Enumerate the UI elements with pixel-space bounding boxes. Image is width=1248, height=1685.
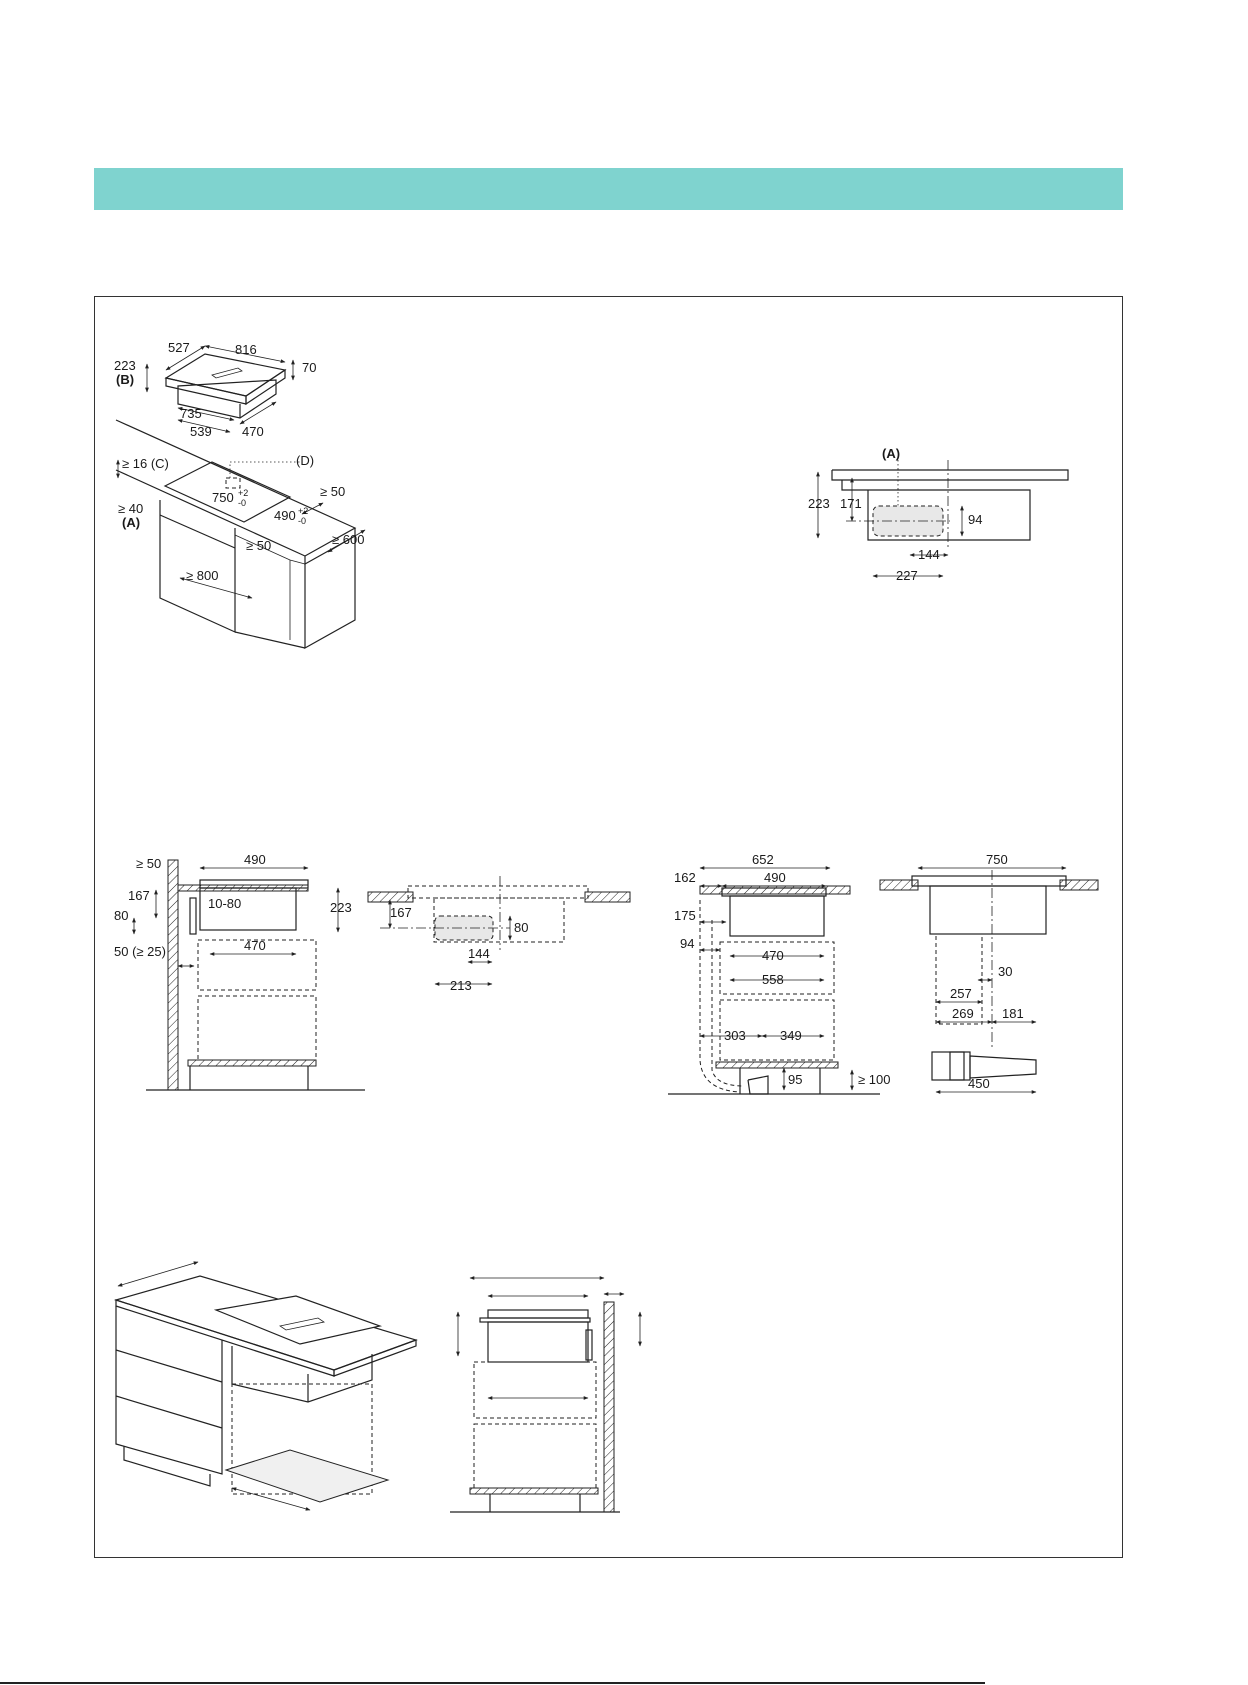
ss-167: 167 [128,888,150,903]
side-section-plinth-view [668,852,890,1094]
isometric-view [114,340,365,648]
ss-50: ≥ 50 [136,856,162,871]
label-750-tol-minus: -0 [238,498,247,508]
sp-652: 652 [752,852,774,867]
label-d: (D) [296,453,315,468]
label-735: 735 [180,406,202,421]
label-600: ≥ 600 [332,532,365,547]
dim-ip-top [118,1262,198,1286]
label-539: 539 [190,424,212,439]
label-70: 70 [302,360,317,375]
ss-80: 80 [114,908,129,923]
label-470: 470 [242,424,264,439]
ds-144: 144 [468,946,490,961]
duct-section-view [368,876,630,993]
label-40: ≥ 40 [118,501,144,516]
detail-a-171: 171 [840,496,862,511]
label-16c: ≥ 16 (C) [122,456,169,471]
ds-167: 167 [390,905,412,920]
wall-hatch [168,860,178,1090]
sp-95: 95 [788,1072,803,1087]
ss-10-80: 10-80 [208,896,242,911]
ss-490: 490 [244,852,266,867]
label-527: 527 [168,340,190,355]
worktop-cutout [116,420,355,648]
sp-162: 162 [674,870,696,885]
detail-a-94: 94 [968,512,983,527]
label-a: (A) [122,515,141,530]
side-section-wall-view [114,852,365,1090]
detail-a-144: 144 [918,547,940,562]
label-750-tol-plus: +2 [238,488,249,498]
ds-80: 80 [514,920,529,935]
label-490-tol-minus: -0 [298,516,307,526]
sp-100: ≥ 100 [858,1072,891,1087]
label-750: 750 [212,490,234,505]
sp-349: 349 [780,1028,802,1043]
ss-50-25: 50 (≥ 25) [114,944,166,959]
fs-269: 269 [952,1006,974,1021]
footer-rule [0,1682,985,1684]
sp-94: 94 [680,936,695,951]
fs-181: 181 [1002,1006,1024,1021]
detail-a-view [808,446,1068,583]
label-50b: ≥ 50 [246,538,272,553]
fs-30: 30 [998,964,1013,979]
sp-175: 175 [674,908,696,923]
sp-490: 490 [764,870,786,885]
fs-257: 257 [950,986,972,1001]
fs-750: 750 [986,852,1008,867]
detail-a-227: 227 [896,568,918,583]
ss-223: 223 [330,900,352,915]
ds-213: 213 [450,978,472,993]
label-816: 816 [235,342,257,357]
label-490: 490 [274,508,296,523]
front-section-view [880,852,1098,1092]
fs-450: 450 [968,1076,990,1091]
ss-470: 470 [244,938,266,953]
sp-470: 470 [762,948,784,963]
island-perspective-view [116,1262,416,1510]
label-800: ≥ 800 [186,568,219,583]
label-50a: ≥ 50 [320,484,346,499]
detail-a-label: (A) [882,446,901,461]
sp-303: 303 [724,1028,746,1043]
sp-558: 558 [762,972,784,987]
island-section-view [450,1278,640,1512]
detail-a-223: 223 [808,496,830,511]
label-490-tol-plus: +2 [298,506,309,516]
label-b: (B) [116,372,135,387]
label-223: 223 [114,358,136,373]
